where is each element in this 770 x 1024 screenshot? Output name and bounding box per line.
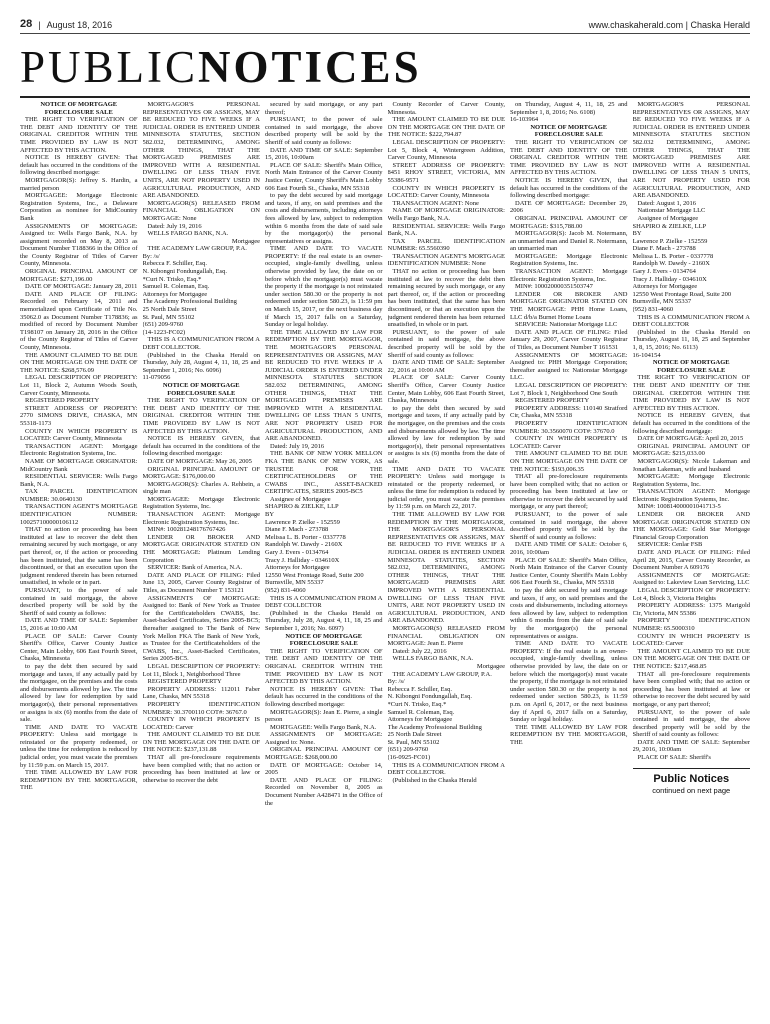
notice-paragraph: (Published in the Chaska Herald <box>392 776 477 784</box>
notice-paragraph: THE AMOUNT CLAIMED TO BE DUE ON THE MORTGAGE ON THE DATE OF THE NOTICE: $237,131.88 <box>142 731 260 754</box>
notice-paragraph: to pay the debt then secured by said mortgage and taxes, if any actually paid by the mortgagee, on the premises and the costs and disbursements allowed by law. The time allowed by law for redemption by said mortgagor(s), their personal representatives or assigns is six (6) months from the date of sale. <box>20 662 138 724</box>
notice-paragraph: SERVICER: Bank of America, N.A. <box>147 564 243 572</box>
notice-paragraph: PURSUANT, to the power of sale contained in said mortgage, the above described property will be sold by the Sheriff of said county as follows: <box>632 708 750 739</box>
notice-paragraph: Diane F. Mach - 273788 <box>265 526 329 534</box>
notice-paragraph: TRANSACTION AGENT: Mortgage Electronic Registration Systems, Inc. <box>632 488 750 503</box>
notice-paragraph: REGISTERED PROPERTY <box>515 397 590 405</box>
notice-paragraph: (651) 209-9760 <box>387 746 429 754</box>
notice-paragraph: SERVICER: Nationstar Mortgage LLC <box>515 321 618 329</box>
notice-paragraph: Rebecca F. Schiller, Esq. <box>142 260 208 268</box>
notice-paragraph: DATE AND PLACE OF FILING: Recorded on November 8, 2005 as Document Number A428471 in the Office of the <box>265 776 383 807</box>
notice-paragraph: DATE AND PLACE OF FILING: Filed January 29, 2007, Carver County Registrar of Titles, as Document Number T 161531 <box>510 328 628 351</box>
notice-paragraph: THE RIGHT TO VERIFICATION OF THE DEBT AND IDENTITY OF THE ORIGINAL CREDITOR WITHIN THE TIME PROVIDED BY LAW IS NOT AFFECTED BY THIS ACTION. <box>265 647 383 686</box>
notice-paragraph: (Published in the Chaska Herald on Thursday, August 11, 18, 25 and September 1, 8, 15, 2016; No. 6113) <box>632 328 750 351</box>
notice-paragraph: LEGAL DESCRIPTION OF PROPERTY: Lot 5, Block 4, Wintergreen Addition, Carver County, Minnesota <box>387 138 505 162</box>
notice-paragraph: Attorneys for Mortgagee <box>387 716 453 724</box>
notice-paragraph: THE TIME ALLOWED BY LAW FOR REDEMPTION BY THE MORTGAGOR, THE <box>510 723 628 746</box>
notice-paragraph: Burnsville, MN 55337 <box>265 579 324 587</box>
notice-heading: NOTICE OF MORTGAGE FORECLOSURE SALE <box>285 632 363 648</box>
notice-paragraph: WELLS FARGO BANK, N.A. <box>392 655 474 663</box>
notice-paragraph: SHAPIRO & ZIELKE, LLP <box>265 503 339 511</box>
notice-paragraph: REGISTERED PROPERTY <box>147 678 222 686</box>
notice-paragraph: BY <box>265 511 275 519</box>
notice-heading: NOTICE OF MORTGAGE FORECLOSURE SALE <box>530 123 608 139</box>
notice-paragraph: THAT all pre-foreclosure requirements have been complied with; that no action or proceeding has been instituted at law or otherwise to recover the debt secured by said mortgage, or any part thereof; <box>510 473 628 511</box>
notice-paragraph: Burnsville, MN 55337 <box>632 298 692 306</box>
notice-paragraph: *Curt N. Trisko, Esq.* <box>387 700 447 708</box>
notice-paragraph: PLACE OF SALE: Sheriff's Main Office, North Main Entrance of the Carver County Justice Center, County Sheriff's Main Lobby 606 East Fourth St., Chaska, MN 55318 <box>265 161 383 192</box>
notice-paragraph: COUNTY IN WHICH PROPERTY IS LOCATED: Carver County, Minnesota <box>387 184 505 200</box>
notice-paragraph: THE AMOUNT CLAIMED TO BE DUE ON THE MORTGAGE ON THE DATE OF THE NOTICE: $217,468.85 <box>632 647 750 670</box>
notice-paragraph: THAT all pre-foreclosure requirements have been complied with; that no action or proceeding has been instituted at law or otherwise to recover the debt <box>142 754 260 784</box>
notice-paragraph: THE TIME ALLOWED BY LAW FOR REDEMPTION BY THE MORTGAGOR, THE MORTGAGOR'S PERSONAL REPRESENTATIVES OR ASSIGNS, MAY BE REDUCED TO FIVE WEEKS IF A JUDICIAL ORDER IS ENTERED UNDER MINNESOTA STATUTES, SECTION 582.032, DETERMINING, AMONG OTHER THINGS, THAT THE MORTGAGED PREMISES ARE IMPROVED WITH A RESIDENTIAL DWELLING OF LESS THAN FIVE UNITS, ARE NOT PROPERTY USED IN AGRICULTURAL PRODUCTION, AND ARE ABANDONED. <box>387 511 505 625</box>
masthead-rule <box>20 96 750 98</box>
notice-paragraph: Diane F. Mach - 273788 <box>632 245 696 253</box>
header-rule <box>20 33 750 34</box>
notice-column <box>633 101 751 1006</box>
notice-paragraph: MORTGAGOR(S): Jean E. Pierre, a single person <box>265 708 383 724</box>
notice-paragraph: Attorneys for Mortgagee <box>265 564 330 572</box>
notice-heading: NOTICE OF MORTGAGE FORECLOSURE SALE <box>40 101 118 116</box>
notice-paragraph: LEGAL DESCRIPTION OF PROPERTY: Lot 11, Block 1, Neighborhood Three <box>142 662 260 678</box>
page-header <box>20 14 750 30</box>
notice-column <box>510 101 628 1006</box>
section-title-bold: NOTICES <box>198 42 422 92</box>
notice-paragraph: MORTGAGEE: Mortgage Electronic Registration Systems, Inc. <box>510 252 628 268</box>
continued-box <box>633 768 751 796</box>
notice-paragraph: STREET ADDRESS OF PROPERTY: 8451 RHOY STREET, VICTORIA, MN 55386-9571 <box>387 161 505 184</box>
notice-paragraph: Dated: July 19, 2016 <box>147 222 202 230</box>
notice-paragraph: SERVICER: Cenlar FSB <box>637 541 703 549</box>
notice-paragraph: Lawrence P. Zielke - 152559 <box>265 518 340 526</box>
notice-column <box>265 101 383 1006</box>
notice-paragraph: WELLS FARGO BANK, N.A. <box>147 230 229 238</box>
notice-paragraph: THE ACADEMY LAW GROUP, P.A. <box>392 670 492 678</box>
notice-paragraph: ORIGINAL PRINCIPAL AMOUNT OF MORTGAGE: $271,196.00 <box>20 268 138 283</box>
notice-paragraph: ASSIGNMENTS OF MORTGAGE: Assigned to: None. <box>265 731 383 746</box>
notice-paragraph: THE AMOUNT CLAIMED TO BE DUE ON THE MORTGAGE ON THE DATE OF THE NOTICE: $193,006.35 <box>510 450 628 473</box>
notice-paragraph: PLACE OF SALE: Carver County Sheriff's Office, Carver County Justice Center, Main Lobby, 606 East Fourth Street, Chaska, Minnesota <box>20 632 138 663</box>
notice-paragraph: DATE AND TIME OF SALE: September 15, 2016 at 10:00 AM <box>20 617 138 632</box>
section-title-light: PUBLIC <box>20 42 199 92</box>
notice-paragraph: Attorneys for Mortgagee <box>632 283 698 291</box>
notice-paragraph: LENDER OR BROKER AND MORTGAGE ORIGINATOR STATED ON THE MORTGAGE: Gold Star Mortgage Financial Group Corporation <box>632 511 750 541</box>
notice-paragraph: Mortgagee <box>231 237 260 245</box>
notice-paragraph: (Published in the Chaska Herald on Thursday, July 28, August 4, 11, 18, 25 and September 1, 2016; No. 6096) <box>142 351 260 374</box>
notice-paragraph: MORTGAGOR(S) RELEASED FROM FINANCIAL OBLIGATION ON MORTGAGE: Jean E. Pierre <box>387 624 505 648</box>
notice-paragraph: 16-104154 <box>632 351 661 359</box>
notice-paragraph: ORIGINAL PRINCIPAL AMOUNT OF MORTGAGE: $176,000.00 <box>142 465 260 481</box>
notice-paragraph: COUNTY IN WHICH PROPERTY IS LOCATED: Carver <box>510 435 628 450</box>
notice-paragraph: THE RIGHT TO VERIFICATION OF THE DEBT AND IDENTITY OF THE ORIGINAL CREDITOR WITHIN THE TIME PROVIDED BY LAW IS NOT AFFECTED BY THIS ACTION. <box>632 374 750 412</box>
notice-paragraph: THIS IS A COMMUNICATION FROM A DEBT COLLECTOR <box>632 313 750 329</box>
notice-paragraph: Assignee of Mortgagee <box>270 495 331 503</box>
notice-paragraph: to pay the debt secured by said mortgage and taxes, if any, on said premises and the costs and disbursements, including attorneys fees allowed by law, subject to redemption within 6 months from the date of said sale by the mortgagor(s) the personal representatives or assigns. <box>265 192 383 245</box>
notice-paragraph: Samuel R. Coleman, Esq. <box>142 283 210 291</box>
notice-column <box>20 101 138 1006</box>
notice-paragraph: PURSUANT, to the power of sale contained in said mortgage, the above described property will be sold by the Sheriff of said county as follows: <box>20 587 138 617</box>
section-title <box>20 42 422 92</box>
notice-paragraph: TRANSACTION AGENT: Mortgage Electronic Registration Systems, Inc. <box>142 511 260 526</box>
notice-paragraph: THE TIME ALLOWED BY LAW FOR REDEMPTION BY THE MORTGAGOR, THE <box>20 769 138 792</box>
notice-paragraph: ASSIGNMENTS OF MORTGAGE: Assigned to: Lakeview Loan Servicing, LLC <box>632 571 750 587</box>
notice-paragraph: TIME AND DATE TO VACATE PROPERTY: Unless said mortgage is reinstated or the property redeemed, or unless the time for redemption is reduced by judicial order, you must vacate the premises by 11:59 p.m. on March 15, 2017. <box>20 723 138 769</box>
notice-paragraph: LENDER OR BROKER AND MORTGAGE ORIGINATOR STATED ON THE MORTGAGE: Platinum Lending Corporation <box>142 533 260 564</box>
notice-paragraph: TRANSACTION AGENT'S MORTGAGE IDENTIFICATION NUMBER: None <box>387 252 505 268</box>
notice-paragraph: REGISTERED PROPERTY <box>25 397 100 405</box>
notice-paragraph: Dated: August 1, 2016 <box>637 199 696 207</box>
notice-paragraph: Tracy J. Halliday - 034610X <box>265 556 340 564</box>
notice-paragraph: TRANSACTION AGENT: None <box>392 199 479 207</box>
notice-paragraph: The Academy Professional Building <box>142 298 237 306</box>
notice-paragraph: THIS IS A COMMUNICATION FROM A DEBT COLLECTOR. <box>387 761 505 777</box>
notice-paragraph: on Thursday, August 4, 11, 18, 25 and September 1, 8, 2016; No. 6108) <box>510 101 628 116</box>
notice-paragraph: MORTGAGEE: Mortgage Electronic Registration Systems, Inc. <box>142 495 260 511</box>
notice-paragraph: PLACE OF SALE: Carver County Sheriff's Office, Carver County Justice Center, Main Lobby, 606 East Fourth Street, Chaska, Minnesota <box>387 374 505 405</box>
notice-paragraph: TIME AND DATE TO VACATE PROPERTY: If the real estate is an owner-occupied, single-family dwelling, unless otherwise provided by law, the date on or before which the mortgagor(s) must vacate the property, if the mortgage is not reinstated under section 580.30 or the property is not redeemed under section 580.23, is 11:59 p.m. on April 6, 2017, or the next business day if April 6, 2017 falls on a Saturday, Sunday or legal holiday. <box>510 640 628 724</box>
notice-paragraph: N. Kibongni Fondungallah, Esq. <box>387 693 472 701</box>
notice-paragraph: PROPERTY ADDRESS: 110140 Stratford Cir, Chaska, MN 55318 <box>510 404 628 420</box>
notice-paragraph: Attorneys for Mortgagee <box>142 290 208 298</box>
notice-paragraph: (16-0925-FC01) <box>387 754 431 762</box>
notice-paragraph: (Published in the Chaska Herald on Thursday, July 28, August 4, 11, 18, 25 and September 1, 2016; No. 6097) <box>265 609 383 632</box>
notice-heading: NOTICE OF MORTGAGE FORECLOSURE SALE <box>652 359 730 374</box>
notice-paragraph: ASSIGNMENTS OF MORTGAGE: Assigned to: Bank of New York as Trustee for the Certificateholders CWABS, Inc. Asset-backed Certificates, Series 2005-BC5; thereafter assigned to The Bank of New York Mellon FKA The Bank of New York, as Trustee for the Certificateholders of the CWABS, Inc., Asset-Backed Certificates, Series 2005-BC5. <box>142 594 260 663</box>
notice-paragraph: (952) 831-4060 <box>632 306 674 314</box>
notice-paragraph: DATE AND TIME OF SALE: September 22, 2016 at 10:00 AM <box>387 359 505 374</box>
notice-paragraph: DATE AND PLACE OF FILING: Filed April 28, 2015, Carver County Recorder, as Document Number A 609176 <box>632 549 750 572</box>
notice-paragraph: to pay the debt then secured by said mortgage and taxes, if any actually paid by the mortgagee, on the premises and the costs and disbursements allowed by law. The time allowed by law for redemption by said mortgagor(s), their personal representatives or assigns is six (6) months from the date of sale. <box>387 404 505 465</box>
notice-paragraph: secured by said mortgage, or any part thereof; <box>265 101 383 116</box>
notice-paragraph: LENDER OR BROKER AND MORTGAGE ORIGINATOR STATED ON THE MORTGAGE: PHH Home Loans, LLC d/b/a Burnet Home Loans <box>510 290 628 321</box>
notice-paragraph: THIS IS A COMMUNICATION FROM A DEBT COLLECTOR <box>265 594 383 610</box>
notice-paragraph: THAT all pre-foreclosure requirements have been complied with; that no action or proceeding has been instituted at law or otherwise to recover the debt secured by said mortgage, or any part thereof; <box>632 670 750 708</box>
notice-paragraph: THE RIGHT TO VERIFICATION OF THE DEBT AND IDENTITY OF THE ORIGINAL CREDITOR WITHIN THE TIME PROVIDED BY LAW IS NOT AFFECTED BY THIS ACTION. <box>510 138 628 177</box>
notice-paragraph: Melissa L. B. Porter - 0337778 <box>632 252 714 260</box>
notice-paragraph: Randolph W. Dawdy - 2160X <box>265 541 343 549</box>
notice-paragraph: PLACE OF SALE: Sheriff's Main Office, North Main Entrance of the Carver County Justice Center, County Sheriff's Main Lobby 606 East Fourth St., Chaska, MN 55318 <box>510 556 628 587</box>
notice-paragraph: NOTICE IS HEREBY GIVEN: That default has occurred in the conditions of the following described mortgage: <box>265 685 383 708</box>
notice-paragraph: Tracy J. Halliday - 034610X <box>632 275 707 283</box>
notice-paragraph: MORTGAGOR(S): Charles A. Rehbein, a single man <box>142 480 260 496</box>
notice-columns <box>20 101 750 1006</box>
notice-paragraph: PROPERTY IDENTIFICATION NUMBER: 30.3560070 COT#: 37670.0 <box>510 419 628 435</box>
notice-paragraph: THE ACADEMY LAW GROUP, P.A. <box>147 245 247 253</box>
notice-paragraph: ORIGINAL PRINCIPAL AMOUNT OF MORTGAGE: $315,788.00 <box>510 214 628 230</box>
notice-paragraph: ORIGINAL PRINCIPAL AMOUNT OF MORTGAGE: $215,033.00 <box>632 442 750 458</box>
notice-paragraph: County Recorder of Carver County, Minnesota. <box>387 101 505 116</box>
notice-paragraph: Dated: July 19, 2016 <box>270 442 325 450</box>
notice-paragraph: (651) 209-9760 <box>142 321 184 329</box>
notice-paragraph: 25 North Dale Street <box>387 731 442 739</box>
notice-paragraph: THE RIGHT TO VERIFICATION OF THE DEBT AND IDENTITY OF THE ORIGINAL CREDITOR WITHIN THE TIME PROVIDED BY LAW IS NOT AFFECTED BY THIS ACTION. <box>20 116 138 154</box>
notice-paragraph: DATE AND TIME OF SALE: September 29, 2016, 10:00am <box>632 738 750 754</box>
notice-paragraph: Assignee of Mortgagee <box>637 214 699 222</box>
website-credit: www.chaskaherald.com | Chaska Herald <box>588 20 750 30</box>
notice-paragraph: Rebecca F. Schiller, Esq. <box>387 685 453 693</box>
notice-paragraph: The Academy Professional Building <box>387 723 482 731</box>
notice-paragraph: By: /s/ <box>142 252 160 260</box>
notice-paragraph: MORTGAGOR(S): Nicole Lakeman and Jonathan Lakeman, wife and husband <box>632 457 750 473</box>
notice-paragraph: COUNTY IN WHICH PROPERTY IS LOCATED: Carver <box>142 716 260 731</box>
notice-paragraph: PURSUANT, to the power of sale contained in said mortgage, the above described property will be sold by the Sheriff of said county as follows: <box>510 511 628 541</box>
notice-paragraph: By: /s/ <box>387 678 405 686</box>
notice-paragraph: NAME OF MORTGAGE ORIGINATOR: MidCountry Bank <box>20 457 138 473</box>
notice-paragraph: NOTICE IS HEREBY GIVEN, that default has occurred in the conditions of the following described mortgage: <box>510 176 628 200</box>
notice-paragraph: DATE AND PLACE OF FILING: Recorded on February 14, 2011 and memorialized upon Certificate of Title No. 35062.0 as Document Number T178836; as modified of record by Document Number T198107 on January 28, 2016 in the Office of the County Registrar of Titles of Carver County, Minnesota. <box>20 290 138 351</box>
notice-paragraph: LEGAL DESCRIPTION OF PROPERTY: Lot 4, Block 3, Victoria Heights <box>632 587 750 602</box>
notice-paragraph: TAX PARCEL IDENTIFICATION NUMBER: 65.5560390 <box>387 237 505 253</box>
notice-paragraph: St. Paul, MN 55102 <box>142 313 195 321</box>
notice-paragraph: TAX PARCEL IDENTIFICATION NUMBER: 30.0640130 <box>20 488 138 503</box>
notice-paragraph: DATE OF MORTGAGE: May 26, 2005 <box>147 457 252 465</box>
notice-paragraph: MORTGAGOR(S): Jeffrey S. Hardin, a married person <box>20 176 138 192</box>
notice-paragraph: THAT no action or proceeding has been instituted at law to recover the debt then remaining secured by such mortgage, or any part thereof, or, if the action or proceeding has been instituted, that the same has been discontinued, or that an execution upon the judgment rendered therein has been returned unsatisfied, in whole or in part. <box>20 526 138 587</box>
notice-paragraph: MIN#: 100814000001041713-5 <box>637 503 721 511</box>
notice-paragraph: (14-1223-FC02) <box>142 328 186 336</box>
notice-paragraph: RESIDENTIAL SERVICER: Wells Fargo Bank, N.A. <box>387 222 505 238</box>
notice-paragraph: 12550 West Frontage Road, Suite 200 <box>632 290 732 298</box>
notice-paragraph: BY <box>632 230 642 238</box>
notice-paragraph: Melissa L. B. Porter - 0337778 <box>265 533 346 541</box>
notice-paragraph: Nationstar Mortgage LLC <box>637 207 706 215</box>
notice-paragraph: 12550 West Frontage Road, Suite 200 <box>265 571 364 579</box>
notice-paragraph: PROPERTY IDENTIFICATION NUMBER: 30.3700110 COT#: 36767.0 <box>142 700 260 716</box>
notice-paragraph: SHAPIRO & ZIELKE, LLP <box>632 222 707 230</box>
notice-paragraph: THAT no action or proceeding has been instituted at law to recover the debt then remaining secured by such mortgage, or any part thereof, or, if the action or proceeding has been instituted, that the same has been discontinued, or that an execution upon the judgment rendered therein has been returned unsatisfied, in whole or in part. <box>387 268 505 329</box>
notice-paragraph: PURSUANT, to the power of sale contained in said mortgage, the above described property will be sold by the Sheriff of said county as follows: <box>265 116 383 146</box>
notice-paragraph: PROPERTY ADDRESS: 112011 Faber Lane, Chaska, MN 55318 <box>142 685 260 701</box>
notice-paragraph: MORTGAGOR'S PERSONAL REPRESENTATIVES OR ASSIGNS, MAY BE REDUCED TO FIVE WEEKS IF A JUDICIAL ORDER IS ENTERED UNDER MINNESOTA STATUTES SECTION 582.032 DETERMINING, AMONG OTHER THINGS, THAT THE MORTGAGED PREMISES ARE IMPROVED WITH A RESIDENTIAL DWELLING OF LESS THAN 5 UNITS, ARE NOT PROPERTY USED FOR AGRICULTURAL PRODUCTION, AND ARE ABANDONED. <box>632 101 750 200</box>
notice-paragraph: THE AMOUNT CLAIMED TO BE DUE ON THE MORTGAGE ON THE DATE OF THE NOTICE: $268,576.09 <box>20 351 138 374</box>
notice-paragraph: LEGAL DESCRIPTION OF PROPERTY: Lot 7, Block 1, Neighborhood One South <box>510 381 628 397</box>
header-left <box>20 18 112 30</box>
continued-title: Public Notices <box>653 772 730 785</box>
continued-subtitle: continued on next page <box>652 785 731 795</box>
notice-paragraph: MORTGAGOR(S): Jacob M. Notermann, an unmarried man and Daniel R. Notermann, an unmarried man <box>510 230 628 253</box>
notice-paragraph: 16-103964 <box>510 116 539 124</box>
notice-paragraph: LEGAL DESCRIPTION OF PROPERTY: Lot 11, Block 2, Autumn Woods South, Carver County, Minnesota. <box>20 374 138 397</box>
notice-paragraph: TIME AND DATE TO VACATE PROPERTY: If the real estate is an owner-occupied, single-family dwelling, unless otherwise provided by law, the date on or before which the mortgagor(s) must vacate the property if the mortgage is not reinstated under section 580.30 or the property is not redeemed under section 580.23, is 11:59 pm on March 15, 2017, or the next business day if March 15, 2017 falls on a Saturday, Sunday or legal holiday. <box>265 245 383 329</box>
notice-paragraph: PROPERTY ADDRESS: 1375 Marigold Cir, Victoria, MN 55386 <box>632 602 750 617</box>
notice-paragraph: THE TIME ALLOWED BY LAW FOR REDEMPTION BY THE MORTGAGOR, THE MORTGAGOR'S PERSONAL REPRESENTATIVES OR ASSIGNS, MAY BE REDUCED TO FIVE WEEKS IF A JUDICIAL ORDER IS ENTERED UNDER MINNESOTA STATUTES SECTION 582.032 DETERMINING, AMONG OTHER THINGS, THAT THE MORTGAGED PREMISES ARE IMPROVED WITH A RESIDENTIAL DWELLING OF LESS THAN 5 UNITS, ARE NOT PROPERTY USED FOR AGRICULTURAL PRODUCTION, AND ARE ABANDONED. <box>265 328 383 443</box>
notice-paragraph: Randolph W. Dawdy - 2160X <box>632 260 710 268</box>
notice-paragraph: to pay the debt secured by said mortgage and taxes, if any, on said premises and the costs and disbursements, including attorneys fees allowed by law, subject to redemption within 6 months from the date of said sale by the mortgagor(s) the personal representatives or assigns. <box>510 587 628 640</box>
notice-paragraph: MORTGAGEE: Mortgage Electronic Registration Systems, Inc., a Delaware Corporation as nominee for MidCountry Bank <box>20 192 138 222</box>
notice-paragraph: STREET ADDRESS OF PROPERTY: 2770 SIMONS DRIVE, CHASKA, MN 55318-1173 <box>20 404 138 427</box>
notice-paragraph: ASSIGNMENTS OF MORTGAGE: Assigned to: Wells Fargo Bank, N.A. by assignment recorded on May 8, 2013 as Document Number T188366 in the Office of the County Registrar of Titles of Carver County, Minnesota. <box>20 222 138 268</box>
notice-column <box>388 101 506 1006</box>
notice-paragraph: NOTICE IS HEREBY GIVEN, that default has occurred in the conditions of the following described mortgage: <box>142 435 260 458</box>
notice-paragraph: NOTICE IS HEREBY GIVEN: That default has occurred in the conditions of the following described mortgage: <box>20 154 138 177</box>
notice-paragraph: 11-079056 <box>142 374 171 382</box>
notice-paragraph: PURSUANT, to the power of sale contained in said mortgage, the above described property will be sold by the Sheriff of said county as follows: <box>387 328 505 359</box>
section-masthead <box>20 40 750 94</box>
notice-paragraph: DATE OF MORTGAGE: April 20, 2015 <box>637 435 744 443</box>
header-divider: | <box>38 20 41 30</box>
notice-paragraph: Dated: July 22, 2016 <box>392 647 447 655</box>
notice-paragraph: MIN#: 100020000351503747 <box>515 283 593 291</box>
notice-paragraph: DATE AND PLACE OF FILING: Filed June 13, 2005, Carver County Registrar of Titles, as Document Number T 153121 <box>142 571 260 594</box>
notice-paragraph: PLACE OF SALE: Sheriff's <box>637 754 711 762</box>
notice-paragraph: 25 North Dale Street <box>142 306 197 314</box>
notice-paragraph: Gary J. Evers - 0134764 <box>265 549 329 557</box>
notice-paragraph: TIME AND DATE TO VACATE PROPERTY: Unless said mortgage is reinstated or the property redeemed, or unless the time for redemption is reduced by judicial order, you must vacate the premises by 11:59 p.m. on March 22, 2017. <box>387 465 505 511</box>
notice-paragraph: TRANSACTION AGENT'S MORTGAGE IDENTIFICATION NUMBER: 100257100000106112 <box>20 503 138 526</box>
notice-paragraph: Samuel R. Coleman, Esq. <box>387 708 455 716</box>
notice-heading: NOTICE OF MORTGAGE FORECLOSURE SALE <box>162 381 240 397</box>
page-number: 28 <box>20 18 33 30</box>
notice-paragraph: DATE AND TIME OF SALE: September 15, 2016, 10:00am <box>265 146 383 162</box>
notice-paragraph: DATE AND TIME OF SALE: October 6, 2016, 10:00am <box>510 541 628 557</box>
issue-date: August 18, 2016 <box>46 20 113 30</box>
notice-paragraph: RESIDENTIAL SERVICER: Wells Fargo Bank, N.A. <box>20 473 138 488</box>
notice-paragraph: MORTGAGEE: Mortgage Electronic Registration Systems, Inc. <box>632 473 750 488</box>
notice-paragraph: ORIGINAL PRINCIPAL AMOUNT OF MORTGAGE: $268,000.00 <box>265 746 383 762</box>
notice-paragraph: ASSIGNMENTS OF MORTGAGE: Assigned to: PHH Mortgage Corporation; thereafter assigned to: Nationstar Mortgage LLC. <box>510 351 628 382</box>
notice-paragraph: THE RIGHT TO VERIFICATION OF THE DEBT AND IDENTITY OF THE ORIGINAL CREDITOR WITHIN THE TIME PROVIDED BY LAW IS NOT AFFECTED BY THIS ACTION. <box>142 397 260 435</box>
notice-paragraph: DATE OF MORTGAGE: December 29, 2006 <box>510 199 628 215</box>
notice-paragraph: DATE OF MORTGAGE: January 28, 2011 <box>25 283 138 291</box>
notice-paragraph: NAME OF MORTGAGE ORIGINATOR: Wells Fargo Bank, N.A. <box>387 207 505 222</box>
notice-paragraph: THE BANK OF NEW YORK MELLON FKA THE BANK OF NEW YORK, AS TRUSTEE FOR THE CERTIFICATEHOLDERS OF THE CWABS INC., ASSET-BACKED CERTIFICATES, SERIES 2005-BC5 <box>265 450 383 496</box>
notice-paragraph: MIN#: 100281248176767426 <box>147 526 226 534</box>
notice-paragraph: PROPERTY IDENTIFICATION NUMBER: 65.5000310 <box>632 617 750 632</box>
notice-paragraph: *Curt N. Trisko, Esq.* <box>142 275 202 283</box>
notice-paragraph: Gary J. Evers - 0134764 <box>632 268 696 276</box>
notice-paragraph: Mortgagee <box>476 662 505 670</box>
notice-paragraph: (952) 831-4060 <box>265 587 306 594</box>
notice-paragraph: COUNTY IN WHICH PROPERTY IS LOCATED: Carver <box>632 632 750 648</box>
notice-paragraph: TRANSACTION AGENT: Mortgage Electronic Registration Systems, Inc. <box>510 268 628 283</box>
notice-paragraph: MORTGAGOR'S PERSONAL REPRESENTATIVES OR ASSIGNS, MAY BE REDUCED TO FIVE WEEKS IF A JUDICIAL ORDER IS ENTERED UNDER MINNESOTA STATUTES, SECTION 582.032, DETERMINING, AMONG OTHER THINGS, THAT THE MORTGAGED PREMISES ARE IMPROVED WITH A RESIDENTIAL DWELLING OF LESS THAN FIVE UNITS, ARE NOT PROPERTY USED IN AGRICULTURAL PRODUCTION, AND ARE ABANDONED. <box>142 101 260 200</box>
notice-paragraph: THIS IS A COMMUNICATION FROM A DEBT COLLECTOR. <box>142 336 260 351</box>
notice-paragraph: TRANSACTION AGENT: Mortgage Electronic Registration Systems, Inc. <box>20 442 138 458</box>
notice-paragraph: Lawrence P. Zielke - 152559 <box>632 237 708 245</box>
notice-paragraph: N. Kibongni Fondungallah, Esq. <box>142 268 227 276</box>
notice-paragraph: NOTICE IS HEREBY GIVEN, that default has occurred in the conditions of the following described mortgage: <box>632 412 750 435</box>
notice-paragraph: St. Paul, MN 55102 <box>387 738 440 746</box>
notice-paragraph: THE AMOUNT CLAIMED TO BE DUE ON THE MORTGAGE ON THE DATE OF THE NOTICE: $222,794.87 <box>387 116 505 139</box>
notice-column <box>143 101 261 1006</box>
notice-paragraph: MORTGAGOR(S) RELEASED FROM FINANCIAL OBLIGATION ON MORTGAGE: None <box>142 199 260 222</box>
notice-paragraph: COUNTY IN WHICH PROPERTY IS LOCATED: Carver County, Minnesota <box>20 427 138 443</box>
notice-paragraph: DATE OF MORTGAGE: October 14, 2005 <box>265 761 383 777</box>
notice-paragraph: MORTGAGEE: Wells Fargo Bank, N.A. <box>270 723 377 731</box>
